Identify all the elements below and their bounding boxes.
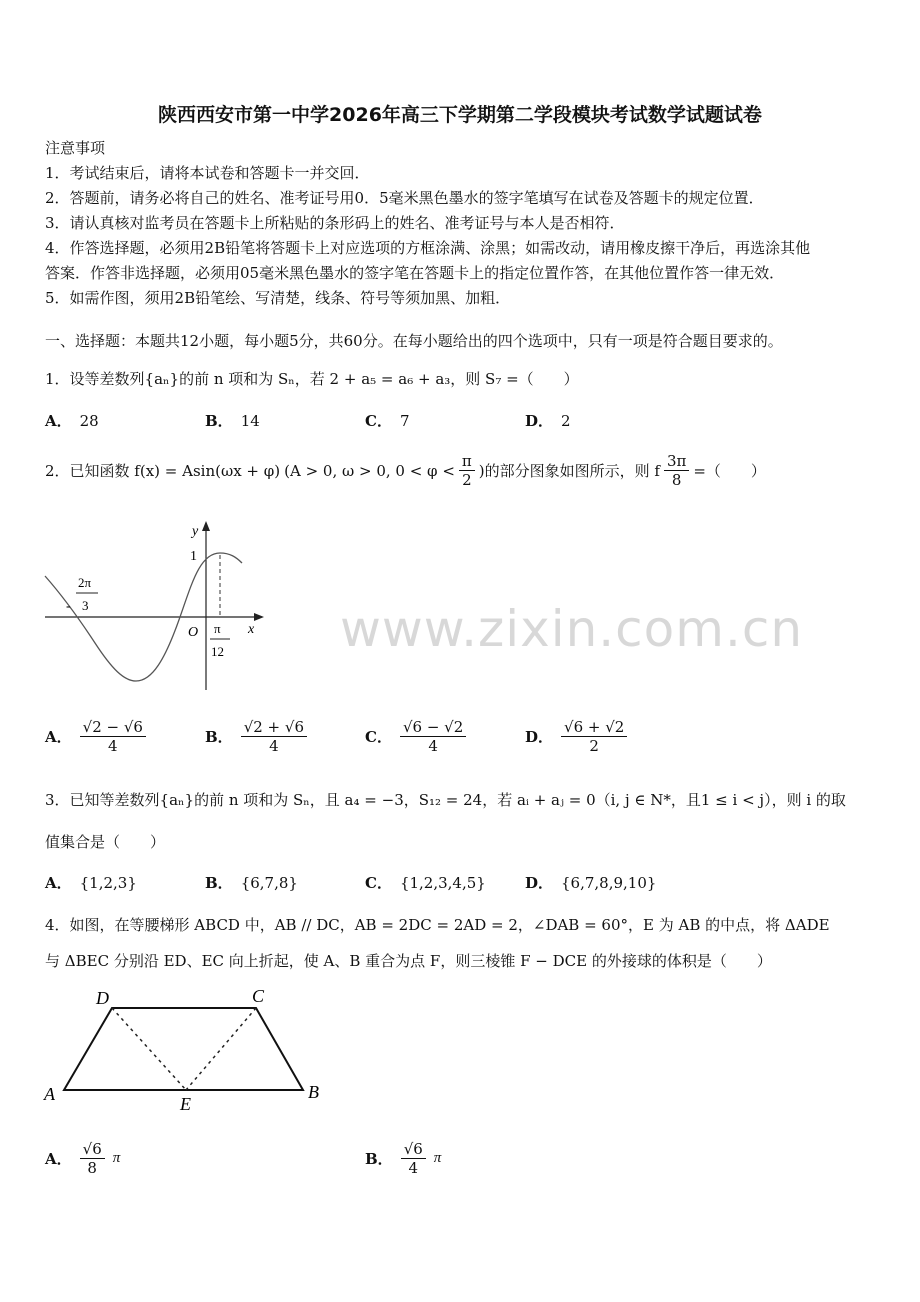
watermark: www.zixin.com.cn (340, 600, 804, 658)
y-axis-arrow-icon (202, 521, 210, 531)
left-sign: - (66, 599, 71, 614)
point-e-label: E (180, 1094, 191, 1112)
fold-line-ed (112, 1008, 186, 1090)
section-heading: 一、选择题：本题共12小题，每小题5分，共60分。在每小题给出的四个选项中，只有一项是符合题目要求的。 (45, 332, 783, 350)
y-label: y (192, 524, 199, 539)
option-b: B． {6,7,8} (205, 873, 298, 892)
point-a-label: A (44, 1084, 55, 1104)
option-a: A． $\frac{√6}{8}$ π (45, 1140, 121, 1177)
left-den: 3 (82, 598, 89, 613)
x-label: x (248, 622, 255, 637)
notice-item: 答案．作答非选择题，必须用05毫米黑色墨水的签字笔在答题卡上的指定位置作答，在其他位置作答一律无效． (45, 264, 785, 282)
notice-item: 5．如需作图，须用2B铅笔绘、写清楚，线条、符号等须加黑、加粗． (45, 289, 511, 307)
question-2: 2．已知函数 f(x) = Asin(ωx + φ) (A > 0, ω > 0, 0 < φ < $\frac{\pi}{2}$ )的部分图象如图所示，则 f $\frac{3\pi}{8}$ =（ ） (45, 452, 766, 489)
option-d: D． 2 (525, 411, 571, 430)
notice-block (45, 136, 885, 311)
question-1: 1．设等差数列{aₙ}的前 n 项和为 Sₙ，若 2 + a₅ = a₆ + a₃，则 S₇ =（ ） (45, 370, 579, 388)
option-a: A． {1,2,3} (45, 873, 137, 892)
x-axis-arrow-icon (254, 613, 264, 621)
option-b: B． 14 (205, 411, 260, 430)
notice-heading: 注意事项 (45, 139, 106, 157)
question-3: 3．已知等差数列{aₙ}的前 n 项和为 Sₙ，且 a₄ = −3，S₁₂ = 24，若 aᵢ + aⱼ = 0（i, j ∈ N*，且1 ≤ i < j），则 i 的取 值集合是（ ） (45, 791, 846, 851)
max-label: 1 (190, 549, 197, 564)
page-title: 陕西西安市第一中学2026年高三下学期第二学段模块考试数学试题试卷 (158, 104, 762, 126)
question-3-options (45, 872, 885, 912)
question-2-options (45, 718, 885, 758)
option-c: C． {1,2,3,4,5} (365, 873, 486, 892)
trapezoid-abcd (64, 1008, 303, 1090)
point-c-label: C (252, 986, 265, 1006)
point-d-label: D (96, 988, 109, 1008)
sine-graph (40, 515, 280, 695)
option-a: A． 28 (45, 411, 99, 430)
fold-line-ec (186, 1008, 256, 1090)
notice-item: 4．作答选择题，必须用2B铅笔将答题卡上对应选项的方框涂满、涂黑；如需改动，请用橡皮擦干净后，再选涂其他 (45, 239, 811, 257)
left-num: 2π (78, 575, 92, 590)
question-4: 4．如图，在等腰梯形 ABCD 中，AB // DC，AB = 2DC = 2AD = 2，∠DAB = 60°，E 为 AB 的中点，将 ΔADE 与 ΔBEC 分别沿 ED、EC 向上折起，使 A、B 重合为点 F，则三棱锥 F − DCE 的外接球的体积是（ ） (45, 916, 830, 970)
option-b: B． $\frac{√6}{4}$ π (365, 1140, 442, 1177)
trapezoid-figure (40, 982, 340, 1112)
option-d: D． $\frac{√6 + √2}{2}$ (525, 718, 627, 755)
right-den: 12 (211, 644, 224, 659)
point-b-label: B (308, 1082, 319, 1102)
notice-item: 1．考试结束后，请将本试卷和答题卡一并交回． (45, 164, 370, 182)
question-4-options (45, 1140, 885, 1180)
option-c: C． $\frac{√6 - √2}{4}$ (365, 718, 466, 755)
right-num: π (214, 621, 221, 636)
option-d: D． {6,7,8,9,10} (525, 873, 657, 892)
option-a: A． $\frac{√2 - √6}{4}$ (45, 718, 146, 755)
notice-item: 3．请认真核对监考员在答题卡上所粘贴的条形码上的姓名、准考证号与本人是否相符． (45, 214, 625, 232)
option-c: C． 7 (365, 411, 410, 430)
question-1-options (45, 410, 885, 450)
origin-label: O (188, 625, 199, 640)
option-b: B． $\frac{√2 + √6}{4}$ (205, 718, 307, 755)
notice-item: 2．答题前，请务必将自己的姓名、准考证号用0．5毫米黑色墨水的签字笔填写在试卷及答题卡的规定位置． (45, 189, 764, 207)
